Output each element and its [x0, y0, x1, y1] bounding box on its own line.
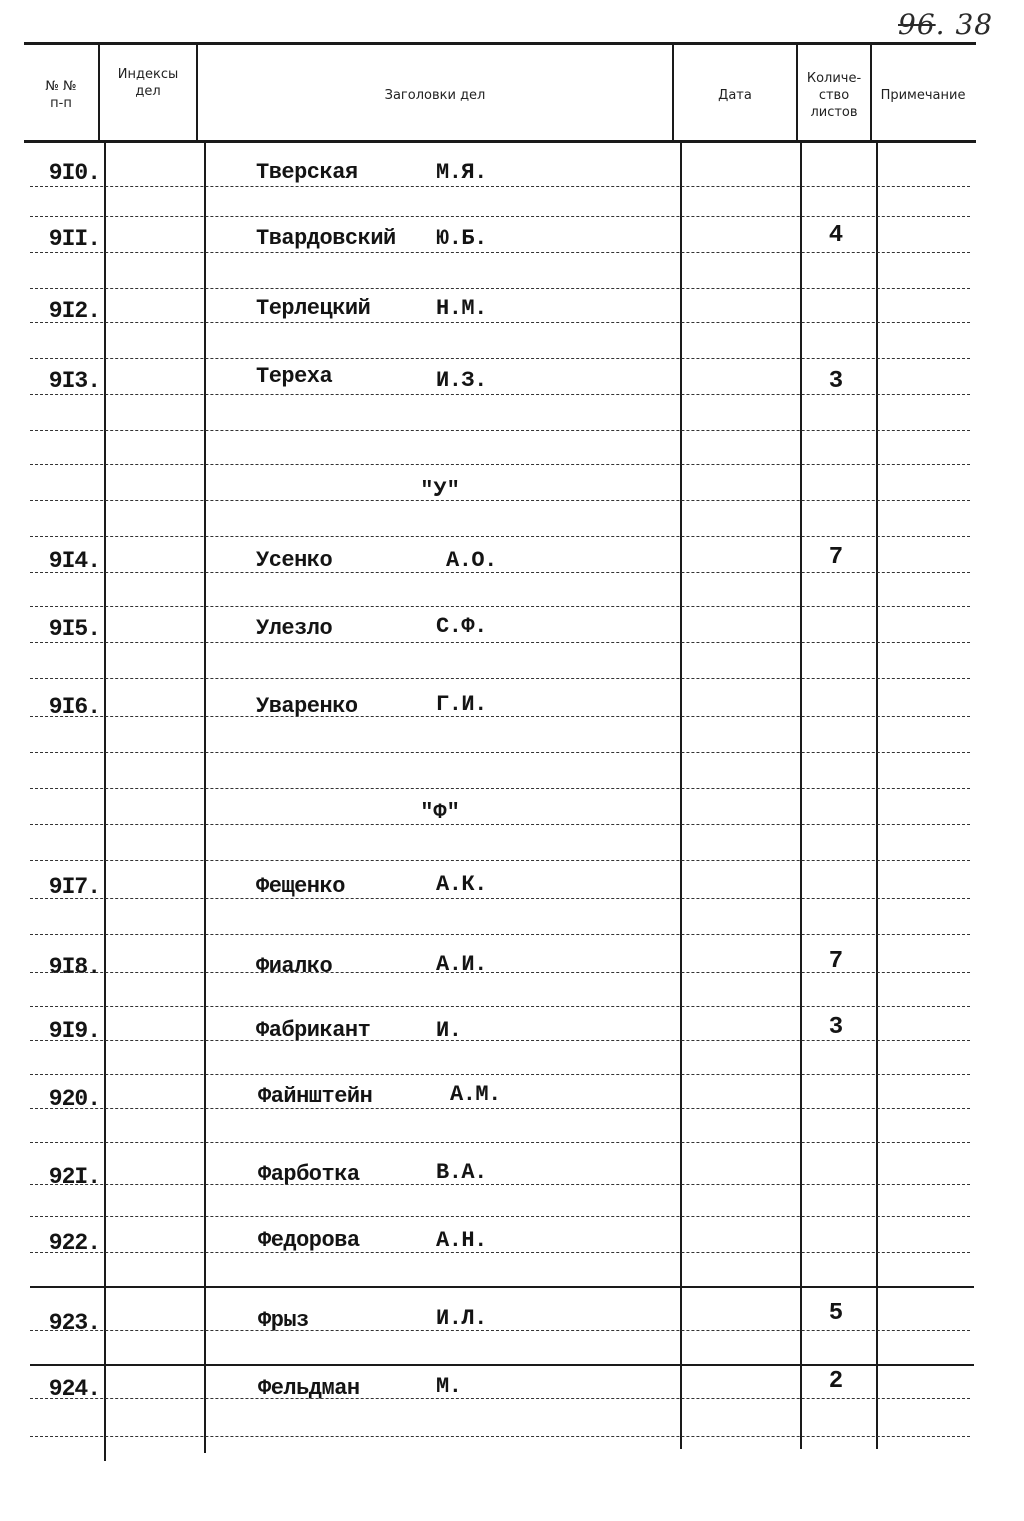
entry-surname: Улезло: [256, 616, 333, 641]
ruling-line: [30, 716, 970, 717]
entry-sheets: 3: [828, 368, 844, 395]
header-sheets: Количе- ство листов: [806, 70, 862, 120]
ruling-line: [30, 860, 970, 861]
entry-number: 9I7.: [48, 874, 100, 900]
entry-initials: А.М.: [450, 1082, 501, 1107]
entry-number: 923.: [48, 1310, 100, 1336]
ruling-line: [30, 1252, 970, 1253]
entry-sheets: 5: [828, 1300, 844, 1327]
entry-initials: Г.И.: [436, 692, 487, 717]
entry-sheets: 2: [828, 1368, 844, 1395]
ruling-line: [30, 752, 970, 753]
entry-surname: Тверская: [256, 160, 358, 185]
entry-surname: Терлецкий: [256, 296, 371, 321]
entry-surname: Фрыз: [258, 1308, 309, 1333]
entry-surname: Фельдман: [258, 1376, 360, 1401]
body-divider-3: [680, 143, 682, 1449]
entry-sheets: 3: [828, 1014, 844, 1041]
ruling-line: [30, 1040, 970, 1041]
page-number-struck: 96: [898, 8, 936, 41]
ruling-line: [30, 1216, 970, 1217]
entry-initials: М.Я.: [436, 160, 487, 185]
entry-number: 9I0.: [48, 160, 100, 186]
entry-initials: А.О.: [446, 548, 497, 573]
ruling-line: [30, 898, 970, 899]
entry-initials: И.Л.: [436, 1306, 487, 1331]
body-divider-4: [800, 143, 802, 1449]
ruling-line: [30, 1142, 970, 1143]
ruling-line: [30, 788, 970, 789]
entry-number: 9I2.: [48, 298, 100, 324]
entry-initials: М.: [436, 1374, 462, 1399]
ruling-line: [30, 536, 970, 537]
ruling-line: [30, 430, 970, 431]
entry-number: 922.: [48, 1230, 100, 1256]
entry-number: 9II.: [48, 226, 100, 252]
ruling-line: [30, 358, 970, 359]
ruling-line: [30, 824, 970, 825]
ruling-line: [30, 1398, 970, 1399]
entry-initials: С.Ф.: [436, 614, 487, 639]
entry-initials: В.А.: [436, 1160, 487, 1185]
header-indexes: Индексы дел: [117, 67, 179, 99]
page-number-current: 38: [955, 8, 994, 41]
ruling-line: [30, 1436, 970, 1437]
header-notes: Примечание: [880, 87, 966, 103]
header-date: Дата: [718, 87, 752, 103]
ruling-line: [30, 678, 970, 679]
entry-number: 9I6.: [48, 694, 100, 720]
ruling-line: [30, 1184, 970, 1185]
ruling-line: [30, 934, 970, 935]
ruling-line: [30, 322, 970, 323]
entry-surname: Федорова: [258, 1228, 360, 1253]
entry-number: 9I9.: [48, 1018, 100, 1044]
ruling-line: [30, 1108, 970, 1109]
entry-number: 92I.: [48, 1164, 100, 1190]
entry-initials: А.И.: [436, 952, 487, 977]
entry-surname: Фиалко: [256, 954, 333, 979]
ruling-line: [30, 1330, 970, 1331]
ruling-line: [30, 216, 970, 217]
entry-sheets: 7: [828, 948, 844, 975]
ruling-line: [30, 252, 970, 253]
entry-number: 920.: [48, 1086, 100, 1112]
entry-initials: А.Н.: [436, 1228, 487, 1253]
entry-surname: Тереха: [256, 364, 333, 389]
entry-surname: Усенко: [256, 548, 333, 573]
entry-initials: Н.М.: [436, 296, 487, 321]
entry-surname: Фещенко: [256, 874, 345, 899]
ruling-line: [30, 606, 970, 607]
body-divider-2: [204, 143, 206, 1453]
section-letter: "У": [420, 478, 460, 503]
header-bottom-rule: [24, 140, 976, 143]
entry-number: 924.: [48, 1376, 100, 1402]
entry-sheets: 7: [828, 544, 844, 571]
ruling-line: [30, 186, 970, 187]
page-number: 96. 38: [898, 8, 994, 41]
entry-number: 9I8.: [48, 954, 100, 980]
ruling-line: [30, 1074, 970, 1075]
entry-surname: Твардовский: [256, 226, 396, 251]
ruling-line: [30, 1006, 970, 1007]
ruling-line: [30, 464, 970, 465]
entry-surname: Уваренко: [256, 694, 358, 719]
body-divider-1: [104, 143, 106, 1461]
ruling-line: [30, 500, 970, 501]
ruling-line: [30, 972, 970, 973]
entry-sheets: 4: [828, 222, 844, 249]
entry-surname: Файнштейн: [258, 1084, 373, 1109]
section-letter: "Ф": [420, 800, 460, 825]
entry-number: 9I4.: [48, 548, 100, 574]
entry-number: 9I3.: [48, 368, 100, 394]
ruling-line-solid: [30, 1364, 974, 1366]
body-divider-5: [876, 143, 878, 1449]
entry-initials: Ю.Б.: [436, 226, 487, 251]
ruling-line-solid: [30, 1286, 974, 1288]
ruling-line: [30, 572, 970, 573]
entry-initials: А.К.: [436, 872, 487, 897]
header-number: № № п-п: [45, 79, 77, 111]
ruling-line: [30, 288, 970, 289]
entry-initials: И.З.: [436, 368, 487, 393]
ruling-line: [30, 394, 970, 395]
ruling-line: [30, 642, 970, 643]
entry-number: 9I5.: [48, 616, 100, 642]
entry-initials: И.: [436, 1018, 462, 1043]
header-titles: Заголовки дел: [384, 87, 486, 103]
header-top-rule: [24, 42, 976, 45]
entry-surname: Фабрикант: [256, 1018, 371, 1043]
entry-surname: Фарботка: [258, 1162, 360, 1187]
